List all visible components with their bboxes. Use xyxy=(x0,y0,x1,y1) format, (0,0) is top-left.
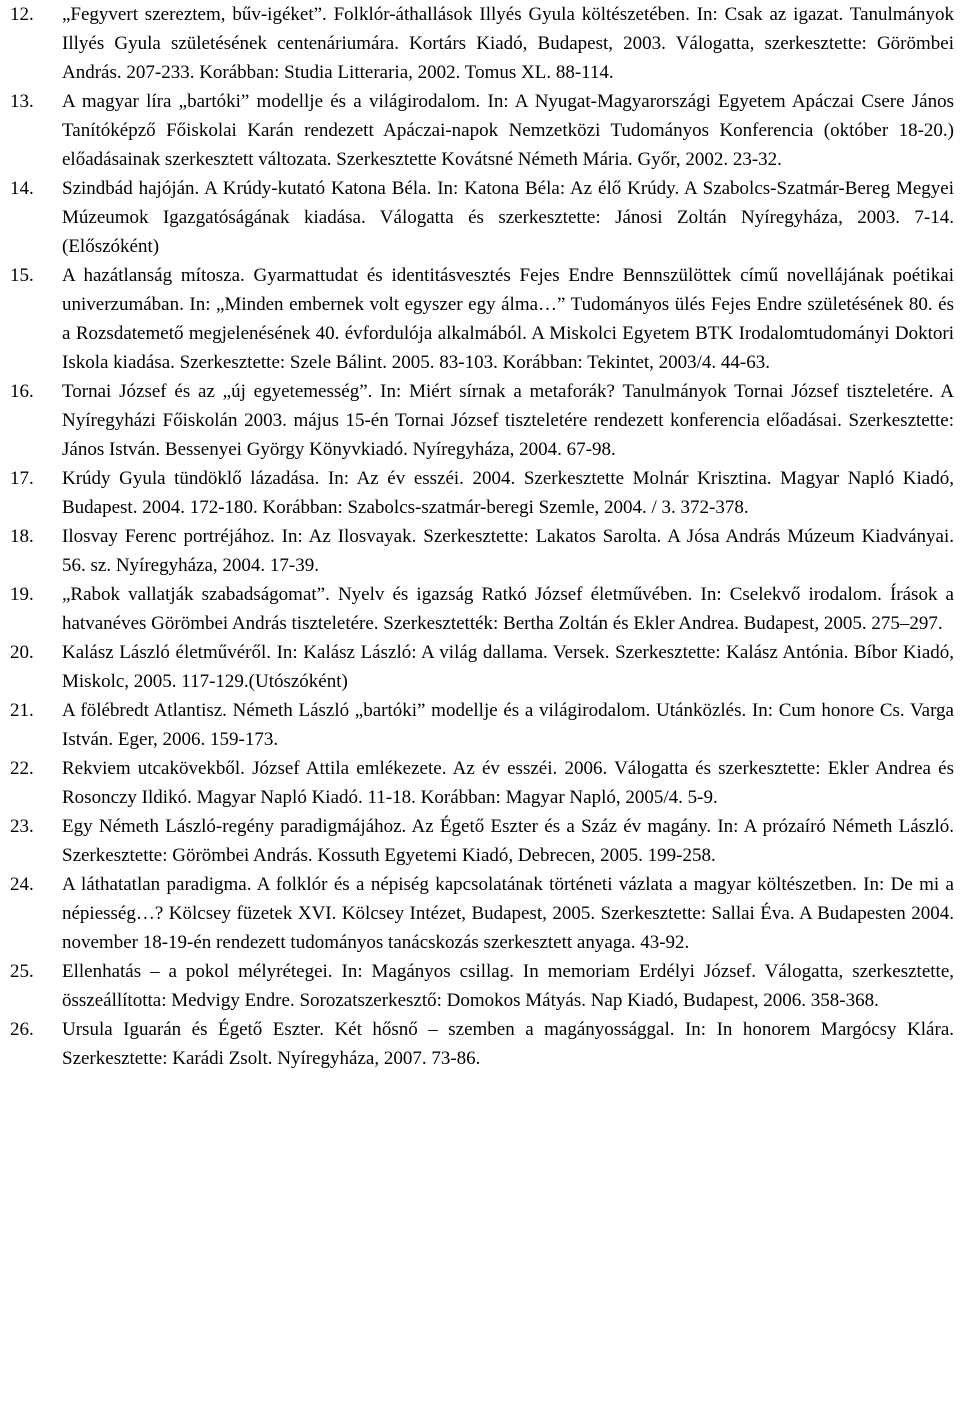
bibliography-entry-16 xyxy=(10,377,954,464)
bibliography-entry-14 xyxy=(10,174,954,261)
entry-text: A hazátlanság mítosza. Gyarmattudat és identitásvesztés Fejes Endre Bennszülöttek című novellájának poétikai univerzumában. In: „Minden embernek volt egyszer egy álma…” Tudományos ülés Fejes Endre születésének 80. és a Rozsdatemető megjelenésének 40. évfordulója alkalmából. A Miskolci Egyetem BTK Irodalomtudományi Doktori Iskola kiadása. Szerkesztette: Szele Bálint. 2005. 83-103. Korábban: Tekintet, 2003/4. 44-63. xyxy=(62,265,954,373)
entry-number: 18. xyxy=(10,526,34,547)
bibliography-entry-25 xyxy=(10,957,954,1015)
bibliography-entry-22 xyxy=(10,754,954,812)
entry-number: 19. xyxy=(10,584,34,605)
entry-text: A fölébredt Atlantisz. Németh László „bartóki” modellje és a világirodalom. Utánközlés. In: Cum honore Cs. Varga István. Eger, 2006. 159-173. xyxy=(62,700,954,750)
bibliography-entry-17 xyxy=(10,464,954,522)
bibliography-entry-23 xyxy=(10,812,954,870)
entry-text: „Fegyvert szereztem, bűv-igéket”. Folklór-áthallások Illyés Gyula költészetében. In: Csak az igazat. Tanulmányok Illyés Gyula születésének centenáriumára. Kortárs Kiadó, Budapest, 2003. Válogatta, szerkesztette: Görömbei András. 207-233. Korábban: Studia Litteraria, 2002. Tomus XL. 88-114. xyxy=(62,4,954,83)
entry-number: 16. xyxy=(10,381,34,402)
entry-text: Szindbád hajóján. A Krúdy-kutató Katona Béla. In: Katona Béla: Az élő Krúdy. A Szabolcs-Szatmár-Bereg Megyei Múzeumok Igazgatóságának kiadása. Válogatta és szerkesztette: Jánosi Zoltán Nyíregyháza, 2003. 7-14. (Előszóként) xyxy=(62,178,954,257)
entry-number: 13. xyxy=(10,91,34,112)
entry-text: „Rabok vallatják szabadságomat”. Nyelv és igazság Ratkó József életművében. In: Cselekvő irodalom. Írások a hatvanéves Görömbei András tiszteletére. Szerkesztették: Bertha Zoltán és Ekler Andrea. Budapest, 2005. 275–297. xyxy=(62,584,954,634)
bibliography-entry-19 xyxy=(10,580,954,638)
entry-text: Egy Németh László-regény paradigmájához. Az Égető Eszter és a Száz év magány. In: A prózaíró Németh László. Szerkesztette: Görömbei András. Kossuth Egyetemi Kiadó, Debrecen, 2005. 199-258. xyxy=(62,816,954,866)
entry-text: A magyar líra „bartóki” modellje és a világirodalom. In: A Nyugat-Magyarországi Egyetem Apáczai Csere János Tanítóképző Főiskolai Karán rendezett Apáczai-napok Nemzetközi Tudományos Konferencia (október 18-20.) előadásainak szerkesztett változata. Szerkesztette Kovátsné Németh Mária. Győr, 2002. 23-32. xyxy=(62,91,954,170)
bibliography-entry-20 xyxy=(10,638,954,696)
entry-number: 20. xyxy=(10,642,34,663)
bibliography-entry-13 xyxy=(10,87,954,174)
entry-text: Ellenhatás – a pokol mélyrétegei. In: Magányos csillag. In memoriam Erdélyi József. Válogatta, szerkesztette, összeállította: Medvigy Endre. Sorozatszerkesztő: Domokos Mátyás. Nap Kiadó, Budapest, 2006. 358-368. xyxy=(62,961,954,1011)
entry-text: Tornai József és az „új egyetemesség”. In: Miért sírnak a metaforák? Tanulmányok Tornai József tiszteletére. A Nyíregyházi Főiskolán 2003. május 15-én Tornai József tiszteletére rendezett konferencia előadásai. Szerkesztette: János István. Bessenyei György Könyvkiadó. Nyíregyháza, 2004. 67-98. xyxy=(62,381,954,460)
entry-text: Rekviem utcakövekből. József Attila emlékezete. Az év esszéi. 2006. Válogatta és szerkesztette: Ekler Andrea és Rosonczy Ildikó. Magyar Napló Kiadó. 11-18. Korábban: Magyar Napló, 2005/4. 5-9. xyxy=(62,758,954,808)
entry-number: 14. xyxy=(10,178,34,199)
bibliography-entry-26 xyxy=(10,1015,954,1073)
entry-number: 25. xyxy=(10,961,34,982)
bibliography-entry-15 xyxy=(10,261,954,377)
entry-text: Ilosvay Ferenc portréjához. In: Az Ilosvayak. Szerkesztette: Lakatos Sarolta. A Jósa András Múzeum Kiadványai. 56. sz. Nyíregyháza, 2004. 17-39. xyxy=(62,526,954,576)
entry-text: Krúdy Gyula tündöklő lázadása. In: Az év esszéi. 2004. Szerkesztette Molnár Krisztina. Magyar Napló Kiadó, Budapest. 2004. 172-180. Korábban: Szabolcs-szatmár-beregi Szemle, 2004. / 3. 372-378. xyxy=(62,468,954,518)
bibliography-entry-18 xyxy=(10,522,954,580)
bibliography-entry-24 xyxy=(10,870,954,957)
entry-number: 23. xyxy=(10,816,34,837)
entry-number: 15. xyxy=(10,265,34,286)
entry-number: 12. xyxy=(10,4,34,25)
entry-text: A láthatatlan paradigma. A folklór és a népiség kapcsolatának történeti vázlata a magyar költészetben. In: De mi a népiesség…? Kölcsey füzetek XVI. Kölcsey Intézet, Budapest, 2005. Szerkesztette: Sallai Éva. A Budapesten 2004. november 18-19-én rendezett tudományos tanácskozás szerkesztett anyaga. 43-92. xyxy=(62,874,954,953)
entry-text: Ursula Iguarán és Égető Eszter. Két hősnő – szemben a magányossággal. In: In honorem Margócsy Klára. Szerkesztette: Karádi Zsolt. Nyíregyháza, 2007. 73-86. xyxy=(62,1019,954,1069)
bibliography-entry-12 xyxy=(10,0,954,87)
entry-text: Kalász László életművéről. In: Kalász László: A világ dallama. Versek. Szerkesztette: Kalász Antónia. Bíbor Kiadó, Miskolc, 2005. 117-129.(Utószóként) xyxy=(62,642,954,692)
bibliography-entry-21 xyxy=(10,696,954,754)
entry-number: 22. xyxy=(10,758,34,779)
entry-number: 21. xyxy=(10,700,34,721)
entry-number: 17. xyxy=(10,468,34,489)
entry-number: 26. xyxy=(10,1019,34,1040)
entry-number: 24. xyxy=(10,874,34,895)
